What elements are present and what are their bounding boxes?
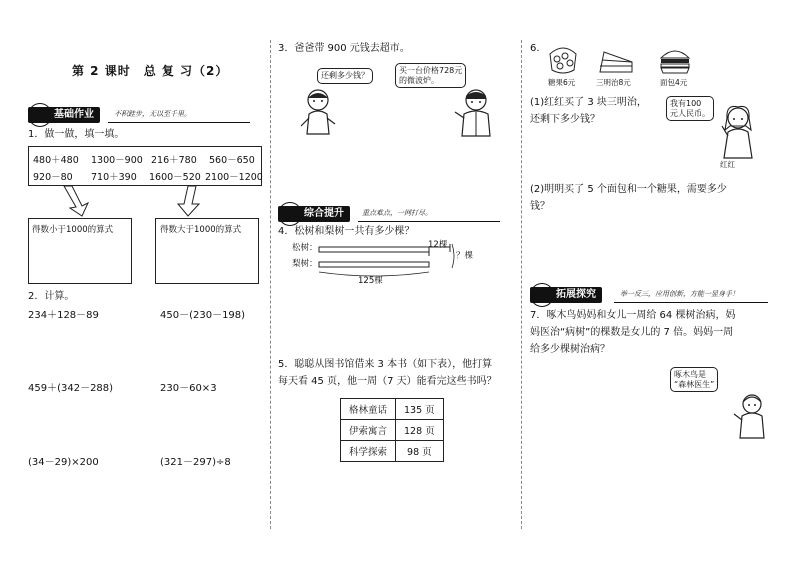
price-candy: 糖果6元 xyxy=(548,78,576,87)
banner-rule xyxy=(614,302,768,303)
expression: 920－80 xyxy=(33,172,73,183)
expression: 1600－520 xyxy=(149,172,201,183)
calc-item: 230－60×3 xyxy=(160,383,217,394)
section-banner-comprehensive xyxy=(278,206,500,222)
table-row xyxy=(341,399,444,420)
q2-prompt: 2．计算。 xyxy=(28,291,75,302)
calc-item: 234＋128－89 xyxy=(28,310,99,321)
expression: 710＋390 xyxy=(91,172,137,183)
q6-prompt: 6. xyxy=(530,43,540,54)
expression: 2100－1200 xyxy=(205,172,263,183)
q6-sub1-line: 还剩下多少钱？ xyxy=(530,114,600,125)
section-slogan: 举一反三，应用创新，方能一显身手！ xyxy=(620,290,739,298)
section-label: 拓展探究 xyxy=(530,287,602,303)
sandwich-icon xyxy=(598,48,634,76)
bread-icon xyxy=(658,44,692,76)
diff-label: 12棵 xyxy=(428,240,448,250)
banner-rule xyxy=(358,221,500,222)
book-pages: 98 页 xyxy=(396,441,444,462)
banner-rule xyxy=(108,122,250,123)
q3-prompt: 3．爸爸带 900 元钱去超市。 xyxy=(278,43,410,54)
q7-line: 7．啄木鸟妈妈和女儿一周给 64 棵树治病，妈 xyxy=(530,310,736,321)
price-bread: 面包4元 xyxy=(660,78,688,87)
expression: 216＋780 xyxy=(151,155,197,166)
box-label: 得数大于1000的算式 xyxy=(160,225,242,235)
q1-prompt: 1．做一做，填一填。 xyxy=(28,129,125,140)
bubble-text: 我有100 xyxy=(670,99,702,108)
total-label: ？棵 xyxy=(456,251,474,261)
book-name: 格林童话 xyxy=(341,399,396,420)
child-figure-icon xyxy=(298,88,342,136)
bubble-text: 的微波炉。 xyxy=(399,75,439,85)
candy-icon xyxy=(546,44,580,76)
calc-item: (34－29)×200 xyxy=(28,457,99,468)
q5-line: 每天看 45 页，他一周（7 天）能看完这些书吗？ xyxy=(278,376,497,387)
box-label: 得数小于1000的算式 xyxy=(32,225,114,235)
box-less-than-1000[interactable] xyxy=(28,218,132,284)
bubble-text: 元人民币。 xyxy=(670,108,710,118)
box-greater-than-1000[interactable] xyxy=(155,218,259,284)
column-divider-2 xyxy=(521,40,522,529)
q6-sub2-line: (2)明明买了 5 个面包和一个糖果，需要多少 xyxy=(530,184,727,195)
calc-item: 459＋(342－288) xyxy=(28,383,114,394)
book-pages: 135 页 xyxy=(396,399,444,420)
price-sandwich: 三明治8元 xyxy=(596,78,631,87)
speech-bubble-hongliang xyxy=(666,96,714,121)
section-label: 基础作业 xyxy=(28,107,100,123)
book-table xyxy=(340,398,444,462)
q1-expression-box xyxy=(28,146,262,186)
book-pages: 128 页 xyxy=(396,420,444,441)
q6-sub2-line: 钱？ xyxy=(530,201,550,212)
book-name: 伊索寓言 xyxy=(341,420,396,441)
section-banner-basic xyxy=(28,107,250,123)
expression: 1300－900 xyxy=(91,155,143,166)
section-slogan: 重点难点，一网打尽。 xyxy=(362,209,432,217)
expression: 560－650 xyxy=(209,155,255,166)
sort-arrows xyxy=(28,184,260,220)
label-pine: 松树： xyxy=(292,243,318,253)
label-pear: 梨树： xyxy=(292,259,318,269)
bubble-text: 还剩多少钱？ xyxy=(321,71,369,80)
bubble-text: 买一台价格728元 xyxy=(399,66,463,75)
q5-line: 5．聪聪从图书馆借来 3 本书（如下表），他打算 xyxy=(278,359,493,370)
calc-item: (321－297)÷8 xyxy=(160,457,231,468)
page-title: 第 2 课时 总 复 习（2） xyxy=(72,64,229,78)
calc-item: 450－(230－198) xyxy=(160,310,246,321)
column-divider-1 xyxy=(270,40,271,529)
bubble-text: 啄木鸟是 xyxy=(674,370,706,379)
section-slogan: 不积跬步，无以至千里。 xyxy=(114,110,191,118)
q4-prompt: 4．松树和梨树一共有多少棵？ xyxy=(278,226,415,237)
section-label: 综合提升 xyxy=(278,206,350,222)
table-row xyxy=(341,420,444,441)
book-name: 科学探索 xyxy=(341,441,396,462)
expression: 480＋480 xyxy=(33,155,79,166)
girl-name: 红红 xyxy=(720,160,735,169)
pear-count-label: 125棵 xyxy=(358,276,383,286)
section-banner-expand xyxy=(530,287,768,303)
speech-bubble-left xyxy=(317,68,373,84)
speech-bubble-right xyxy=(395,63,466,88)
girl-figure-icon xyxy=(712,104,760,160)
q7-line: 给多少棵树治病？ xyxy=(530,344,610,355)
doctor-figure-icon xyxy=(732,392,772,440)
q6-sub1-line: (1)红红买了 3 块三明治， xyxy=(530,97,647,108)
q7-line: 妈医治“病树”的棵数是女儿的 7 倍。妈妈一周 xyxy=(530,327,734,338)
bubble-text: “森林医生” xyxy=(674,379,715,389)
table-row xyxy=(341,441,444,462)
father-figure-icon xyxy=(452,88,498,138)
speech-bubble-woodpecker xyxy=(670,367,718,392)
